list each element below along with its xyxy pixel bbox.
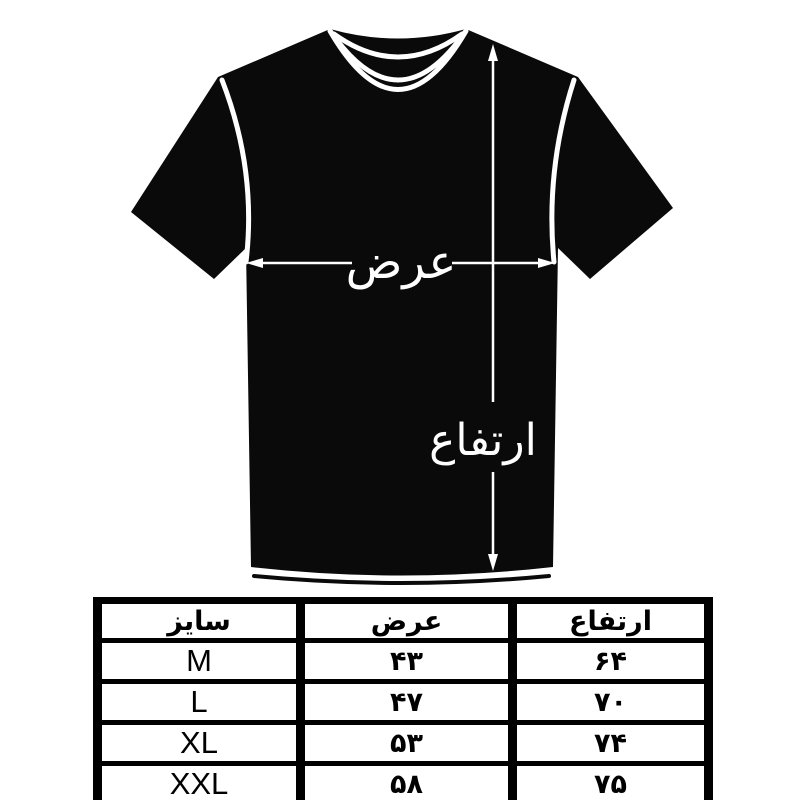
table-row-m	[98, 641, 709, 682]
width-label: عرض	[345, 235, 457, 290]
cell-l-width: ۴۷	[301, 682, 513, 723]
header-width: عرض	[301, 601, 513, 641]
cell-m-height: ۶۴	[513, 641, 709, 682]
size-table-header-row	[98, 601, 709, 641]
size-table	[93, 597, 713, 800]
cell-xl-height: ۷۴	[513, 723, 709, 764]
cell-l-height: ۷۰	[513, 682, 709, 723]
cell-l-size: L	[98, 682, 301, 723]
header-size: سایز	[98, 601, 301, 641]
cell-m-width: ۴۳	[301, 641, 513, 682]
tshirt-silhouette	[131, 29, 673, 576]
cell-m-size: M	[98, 641, 301, 682]
cell-xxl-height: ۷۵	[513, 764, 709, 800]
cell-xxl-width: ۵۸	[301, 764, 513, 800]
table-row-xl	[98, 723, 709, 764]
hem-stitch-line	[254, 576, 549, 583]
height-label: ارتفاع	[429, 415, 537, 466]
cell-xl-width: ۵۳	[301, 723, 513, 764]
table-row-l	[98, 682, 709, 723]
header-height: ارتفاع	[513, 601, 709, 641]
cell-xxl-size: XXL	[98, 764, 301, 800]
table-row-xxl	[98, 764, 709, 800]
cell-xl-size: XL	[98, 723, 301, 764]
